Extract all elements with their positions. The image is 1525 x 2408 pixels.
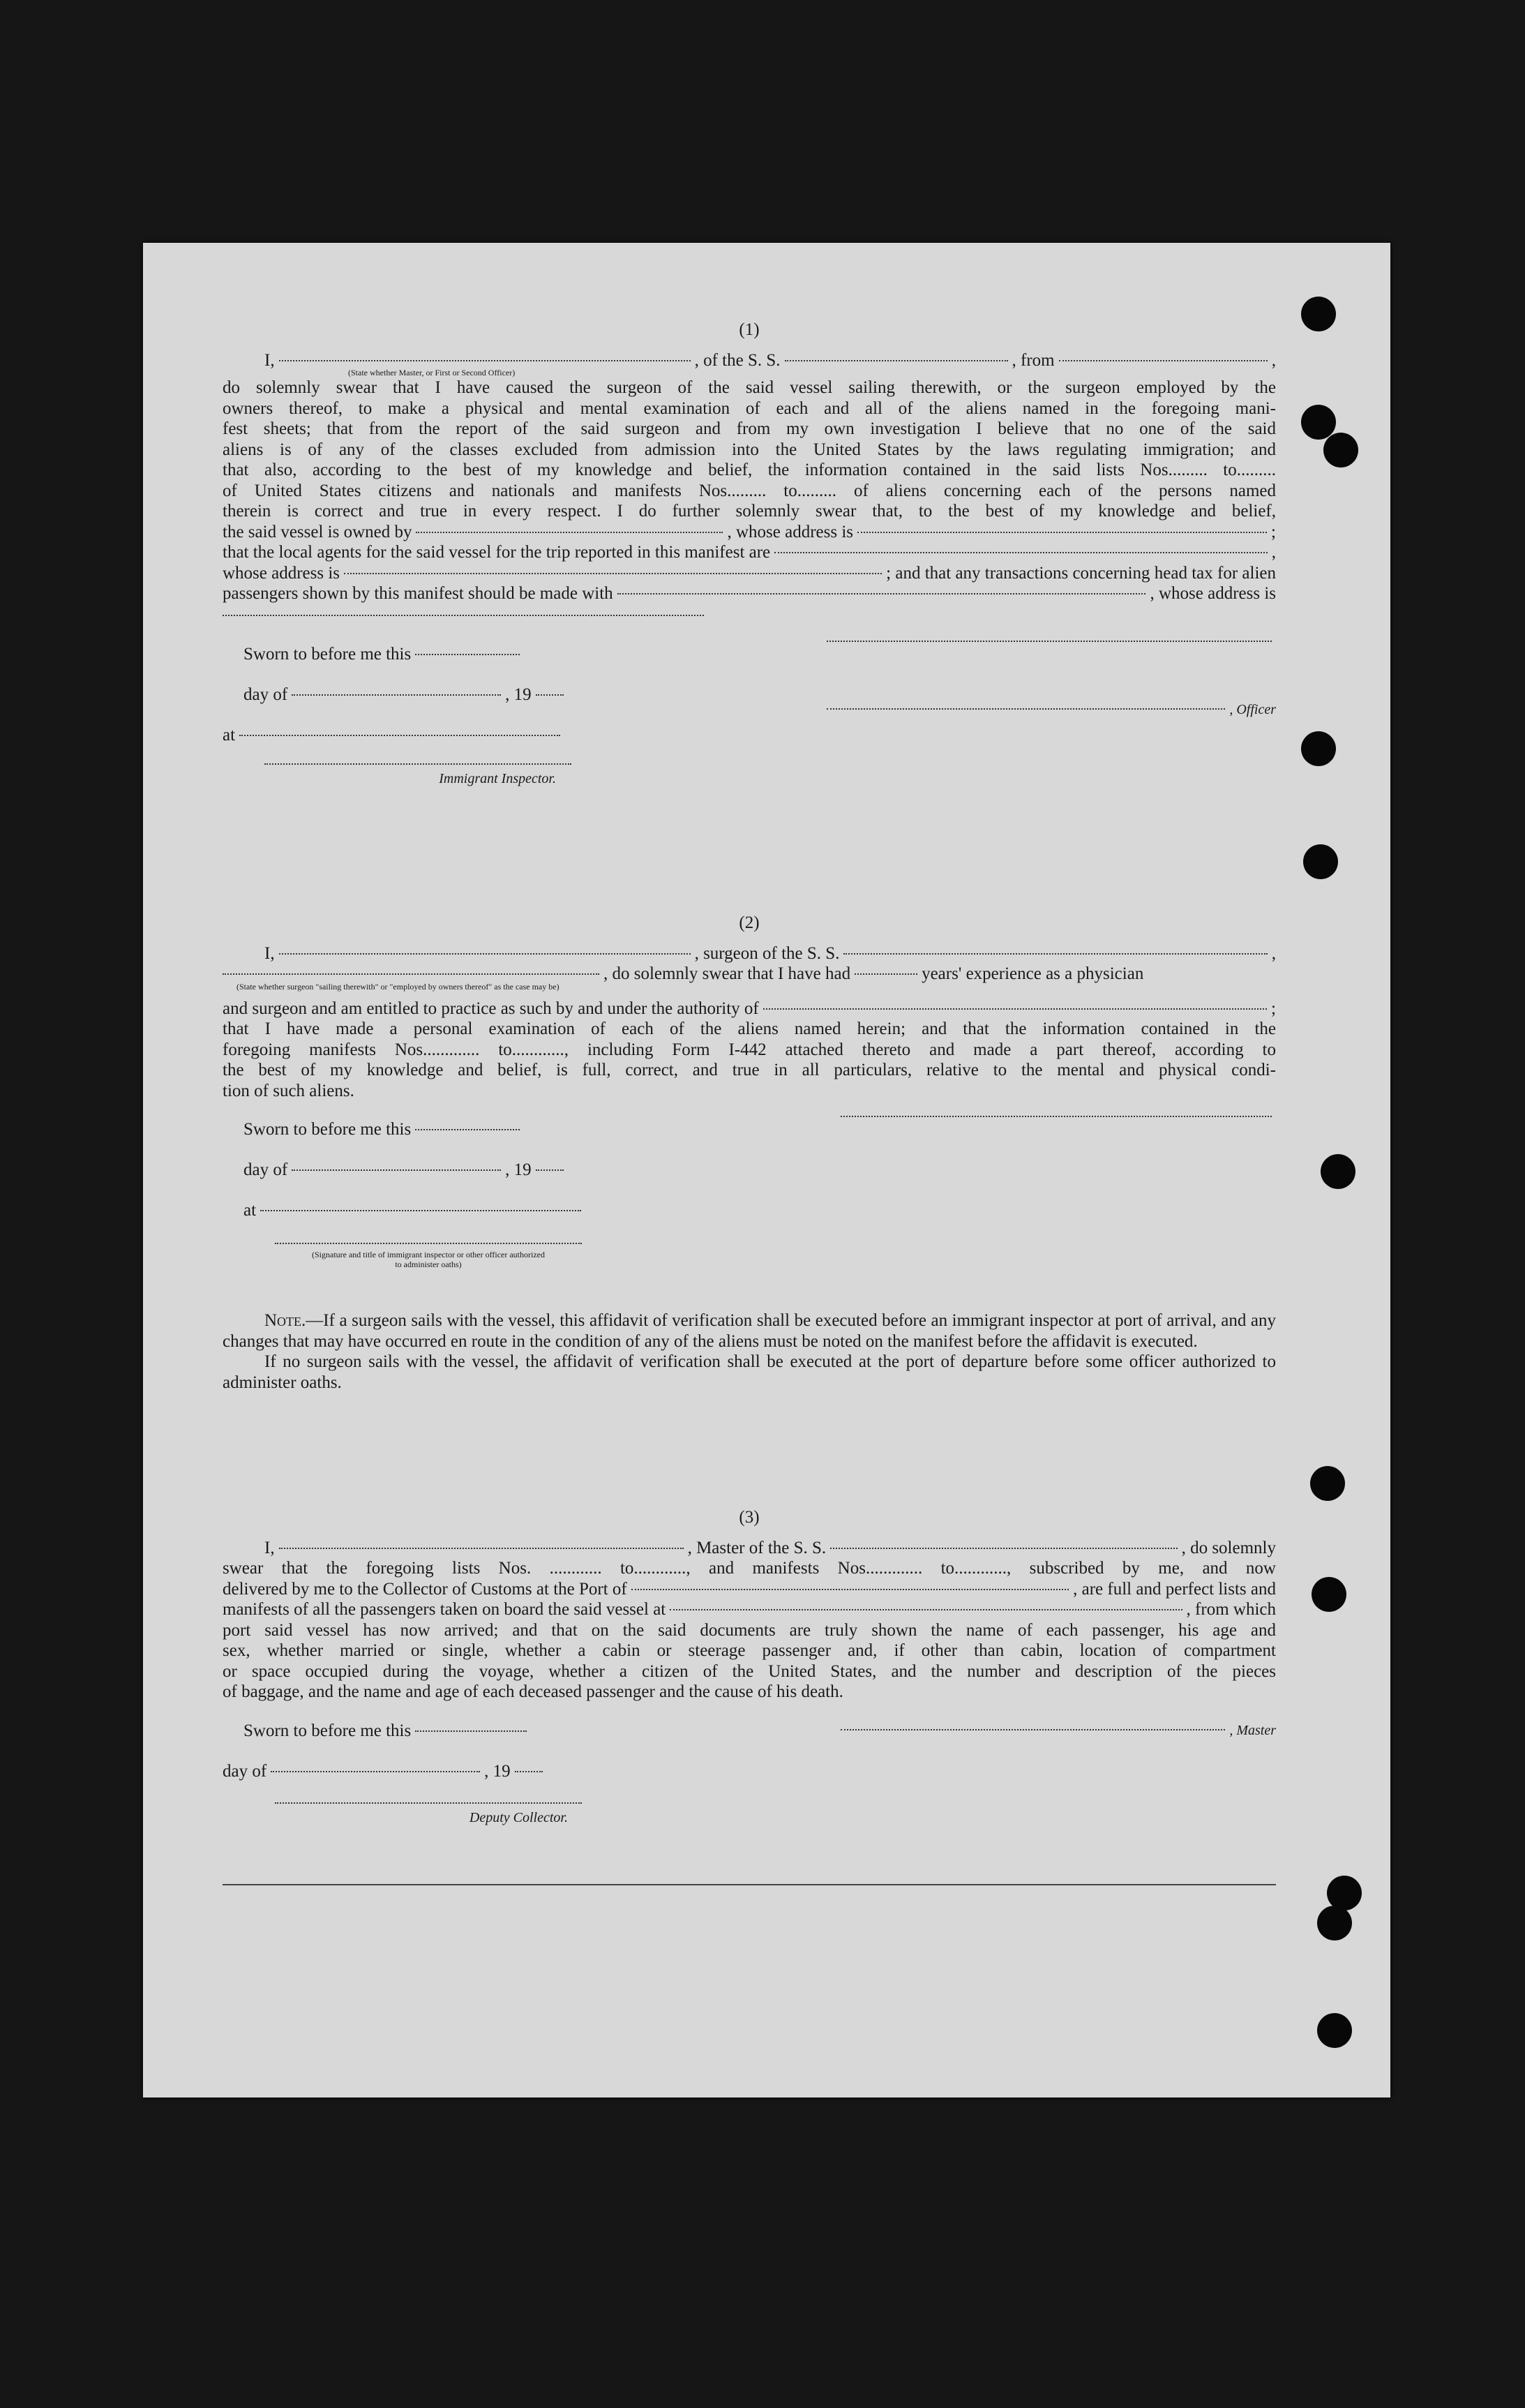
local-agents-field[interactable]	[774, 551, 1268, 553]
authority-field[interactable]	[763, 1008, 1267, 1010]
body-line: sex, whether married or single, whether a cabin or steerage passenger and, if other than cabin, location of compartment	[223, 1641, 1276, 1660]
text: , of the S. S.	[694, 350, 781, 370]
body-line: of United States citizens and nationals and manifests Nos......... to......... of aliens concerning each of the persons named	[223, 481, 1276, 500]
punch-hole	[1317, 2013, 1352, 2048]
text: , from	[1012, 350, 1055, 370]
collector-label: Deputy Collector.	[469, 1809, 568, 1825]
owner-address-field[interactable]	[857, 531, 1267, 533]
year-field[interactable]	[515, 1770, 543, 1772]
field-hint: (State whether surgeon "sailing therewith" or "employed by owners thereof" as the case may be)	[236, 981, 559, 992]
place-field[interactable]	[239, 734, 560, 736]
bottom-rule	[223, 1884, 1276, 1885]
port-field[interactable]	[631, 1588, 1069, 1590]
ship-name-field[interactable]	[785, 359, 1008, 361]
affidavit-section-3	[223, 1507, 1276, 1885]
from-port-field[interactable]	[1059, 359, 1268, 361]
body-line: the best of my knowledge and belief, is full, correct, and true in all particulars, relative to the mental and physical condi-	[223, 1061, 1276, 1079]
body-line: do solemnly swear that I have caused the surgeon of the said vessel sailing therewith, or the surgeon employed by the	[223, 378, 1276, 397]
note-text: If no surgeon sails with the vessel, the affidavit of verification shall be executed at the port of departure before some officer authorized to administer oaths.	[223, 1352, 1276, 1392]
body-line: fest sheets; that from the report of the said surgeon and from my own investigation I believe that no one of the said	[223, 419, 1276, 438]
text: years' experience as a physician	[922, 964, 1144, 983]
inspector-signature-field[interactable]	[275, 1242, 582, 1244]
year-field[interactable]	[536, 1169, 564, 1171]
punch-hole	[1312, 1577, 1346, 1612]
body-line: foregoing manifests Nos............. to............, including Form I-442 attached thereto and made a part thereof, according to	[223, 1040, 1276, 1059]
master-label: , Master	[1229, 1722, 1276, 1738]
collector-signature-field[interactable]	[275, 1802, 582, 1804]
text: and surgeon and am entitled to practice as such by and under the authority of	[223, 999, 759, 1018]
text: day of	[223, 1761, 267, 1781]
place-field[interactable]	[260, 1209, 581, 1211]
years-field[interactable]	[855, 973, 917, 975]
text: , do solemnly swear that I have had	[603, 964, 851, 983]
signature-field[interactable]	[841, 1115, 1272, 1117]
owner-field[interactable]	[416, 531, 723, 533]
address-line[interactable]	[223, 614, 704, 616]
sworn-day-field[interactable]	[415, 1730, 527, 1732]
text: day of	[243, 685, 288, 704]
text: , 19	[505, 1160, 532, 1179]
text: at	[223, 725, 236, 745]
body-line: swear that the foregoing lists Nos. ............ to............, and manifests Nos............. to............, subscribed by me, and now	[223, 1559, 1276, 1578]
punch-hole	[1317, 1906, 1352, 1940]
text: Sworn to before me this	[243, 1120, 412, 1139]
body-line: that also, according to the best of my knowledge and belief, the information contained in the said lists Nos......... to.........	[223, 461, 1276, 479]
text: Sworn to before me this	[243, 1721, 412, 1740]
sworn-day-field[interactable]	[415, 1128, 520, 1130]
body-line: that I have made a personal examination of each of the aliens named herein; and that the information contained in the	[223, 1019, 1276, 1038]
body-line: therein is correct and true in every respect. I do further solemnly swear that, to the best of my knowledge and belief,	[223, 502, 1276, 521]
text: ,	[1271, 543, 1276, 562]
text: , surgeon of the S. S.	[694, 943, 840, 963]
manifest-page	[143, 243, 1390, 2097]
text: manifests of all the passengers taken on board the said vessel at	[223, 1600, 666, 1619]
affidavit-section-2	[223, 913, 1276, 1393]
punch-hole	[1303, 844, 1338, 879]
month-field[interactable]	[271, 1770, 480, 1772]
body-line: or space occupied during the voyage, whether a citizen of the United States, and the number and description of the pieces	[223, 1661, 1276, 1681]
officer-signature-field[interactable]	[827, 708, 1225, 710]
ship-name-field[interactable]	[843, 952, 1267, 955]
text: , whose address is	[727, 522, 854, 541]
sworn-day-field[interactable]	[415, 653, 520, 655]
text: ; and that any transactions concerning head tax for alien	[886, 563, 1276, 583]
text: I,	[264, 943, 275, 963]
note-label: Note.	[264, 1311, 306, 1330]
inspector-signature-field[interactable]	[264, 763, 571, 765]
body-line: port said vessel has now arrived; and that on the said documents are truly shown the name of each passenger, his age and	[223, 1620, 1276, 1640]
text: ,	[1271, 350, 1276, 370]
body-line: owners thereof, to make a physical and mental examination of each and all of the aliens named in the foregoing mani-	[223, 398, 1276, 418]
text: , Master of the S. S.	[687, 1538, 827, 1557]
text: I,	[264, 350, 275, 370]
text: ;	[1271, 999, 1276, 1018]
surgeon-name-field[interactable]	[279, 952, 691, 955]
section-number: (2)	[739, 913, 760, 932]
section-number: (3)	[739, 1508, 760, 1527]
surgeon-type-field[interactable]	[223, 973, 599, 975]
text: , whose address is	[1150, 584, 1276, 603]
officer-label: , Officer	[1229, 701, 1276, 717]
text: the said vessel is owned by	[223, 522, 412, 541]
text: , from which	[1186, 1600, 1276, 1619]
embarkation-port-field[interactable]	[670, 1608, 1182, 1610]
text: Sworn to before me this	[243, 644, 412, 664]
section-number: (1)	[739, 320, 760, 339]
text: at	[243, 1201, 257, 1220]
text: whose address is	[223, 563, 340, 583]
body-line: tion of such aliens.	[223, 1081, 354, 1100]
affidavit-section-1	[223, 320, 1276, 818]
text: , do solemnly	[1181, 1538, 1276, 1557]
text: , 19	[505, 685, 532, 704]
text: , 19	[484, 1761, 511, 1781]
signature-hint: (Signature and title of immigrant inspector or other officer authorized to administer oaths)	[311, 1250, 545, 1269]
month-field[interactable]	[292, 1169, 501, 1171]
master-signature-field[interactable]	[841, 1728, 1225, 1730]
master-name-field[interactable]	[279, 359, 691, 361]
punch-hole	[1321, 1154, 1355, 1189]
body-line: of baggage, and the name and age of each deceased passenger and the cause of his death.	[223, 1682, 843, 1701]
text: I,	[264, 1538, 275, 1557]
text: , are full and perfect lists and	[1073, 1579, 1276, 1599]
punch-hole	[1301, 731, 1336, 766]
punch-hole	[1301, 297, 1336, 331]
field-hint: (State whether Master, or First or Second Officer)	[348, 368, 516, 377]
punch-hole	[1301, 405, 1336, 440]
inspector-label: Immigrant Inspector.	[439, 770, 556, 786]
head-tax-agent-field[interactable]	[617, 592, 1146, 594]
ship-name-field[interactable]	[830, 1547, 1177, 1549]
note-text: —If a surgeon sails with the vessel, this affidavit of verification shall be executed before an immigrant inspector at port of arrival, and any changes that may have occurred en route in the condition of any of the aliens must be noted on the manifest before the affidavit is executed.	[223, 1311, 1276, 1351]
text: that the local agents for the said vessel for the trip reported in this manifest are	[223, 543, 771, 562]
master-name-field[interactable]	[279, 1547, 684, 1549]
body-line: aliens is of any of the classes excluded from admission into the United States by the laws regulating immigration; and	[223, 440, 1276, 459]
signature-field[interactable]	[827, 640, 1272, 642]
punch-hole	[1310, 1466, 1345, 1501]
year-field[interactable]	[536, 694, 564, 696]
punch-hole	[1323, 433, 1358, 468]
agent-address-field[interactable]	[344, 572, 882, 574]
text: passengers shown by this manifest should be made with	[223, 584, 613, 603]
text: ,	[1271, 943, 1276, 963]
text: ;	[1271, 522, 1276, 541]
month-field[interactable]	[292, 694, 501, 696]
text: delivered by me to the Collector of Customs at the Port of	[223, 1579, 627, 1599]
text: day of	[243, 1160, 288, 1179]
